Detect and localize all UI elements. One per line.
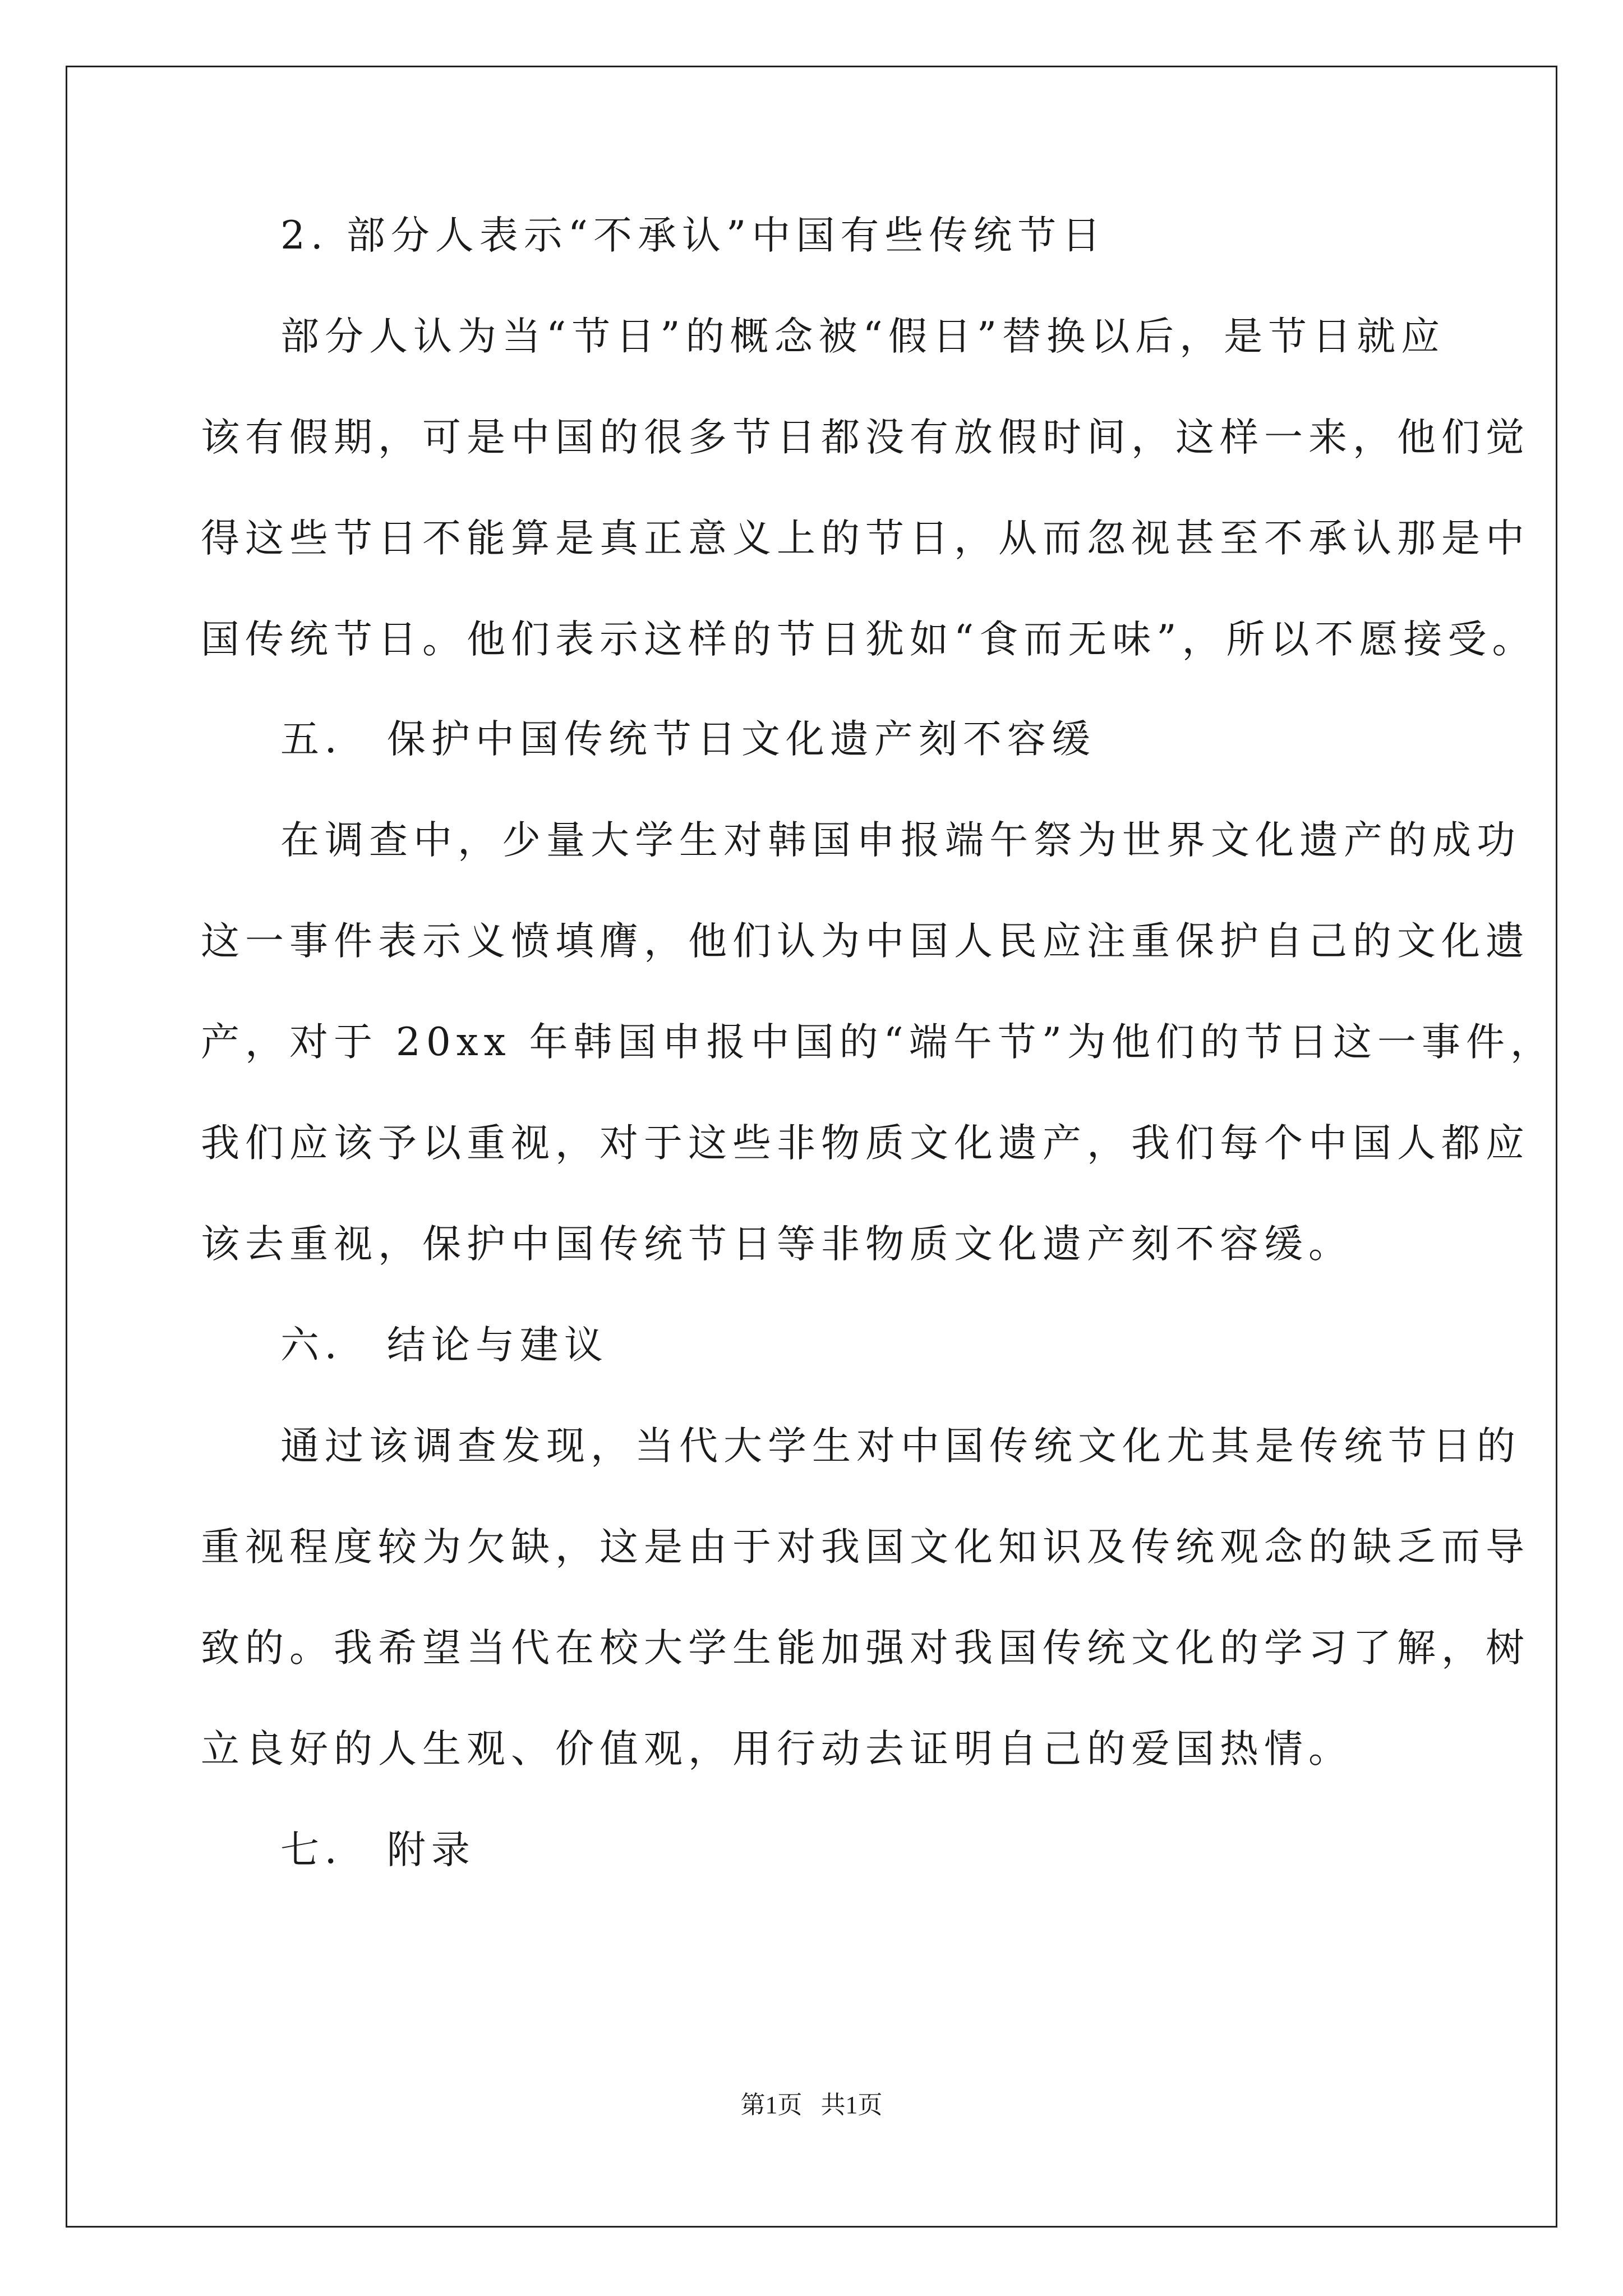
section-heading: 七． 附录 <box>280 1828 476 1872</box>
paragraph-line: 重视程度较为欠缺，这是由于对我国文化知识及传统观念的缺乏而导 <box>201 1525 1530 1570</box>
paragraph-line: 该有假期，可是中国的很多节日都没有放假时间，这样一来，他们觉 <box>201 415 1530 460</box>
paragraph-line: 我们应该予以重视，对于这些非物质文化遗产，我们每个中国人都应 <box>201 1121 1530 1166</box>
page-footer <box>0 2090 1623 2121</box>
paragraph-line: 致的。我希望当代在校大学生能加强对我国传统文化的学习了解，树 <box>201 1626 1530 1671</box>
paragraph-line: 国传统节日。他们表示这样的节日犹如“食而无味”，所以不愿接受。 <box>201 617 1537 662</box>
section-heading: 五． 保护中国传统节日文化遗产刻不容缓 <box>280 717 1096 762</box>
paragraph-line: 部分人认为当“节日”的概念被“假日”替换以后，是节日就应 <box>280 314 1446 359</box>
paragraph-line: 产，对于 20xx 年韩国申报中国的“端午节”为他们的节日这一事件， <box>201 1020 1555 1065</box>
paragraph-line: 在调查中，少量大学生对韩国申报端午祭为世界文化遗产的成功 <box>280 818 1521 863</box>
page-number: 第1页 共1页 <box>740 2091 883 2119</box>
paragraph-line: 通过该调查发现，当代大学生对中国传统文化尤其是传统节日的 <box>280 1424 1521 1469</box>
section-heading: 2. 部分人表示“不承认”中国有些传统节日 <box>280 213 1106 258</box>
paragraph-line: 这一事件表示义愤填膺，他们认为中国人民应注重保护自己的文化遗 <box>201 919 1530 964</box>
paragraph-line: 立良好的人生观、价值观，用行动去证明自己的爱国热情。 <box>201 1727 1353 1772</box>
section-heading: 六． 结论与建议 <box>280 1323 608 1368</box>
paragraph-line: 得这些节日不能算是真正意义上的节日，从而忽视甚至不承认那是中 <box>201 516 1530 561</box>
paragraph-line: 该去重视，保护中国传统节日等非物质文化遗产刻不容缓。 <box>201 1222 1353 1267</box>
